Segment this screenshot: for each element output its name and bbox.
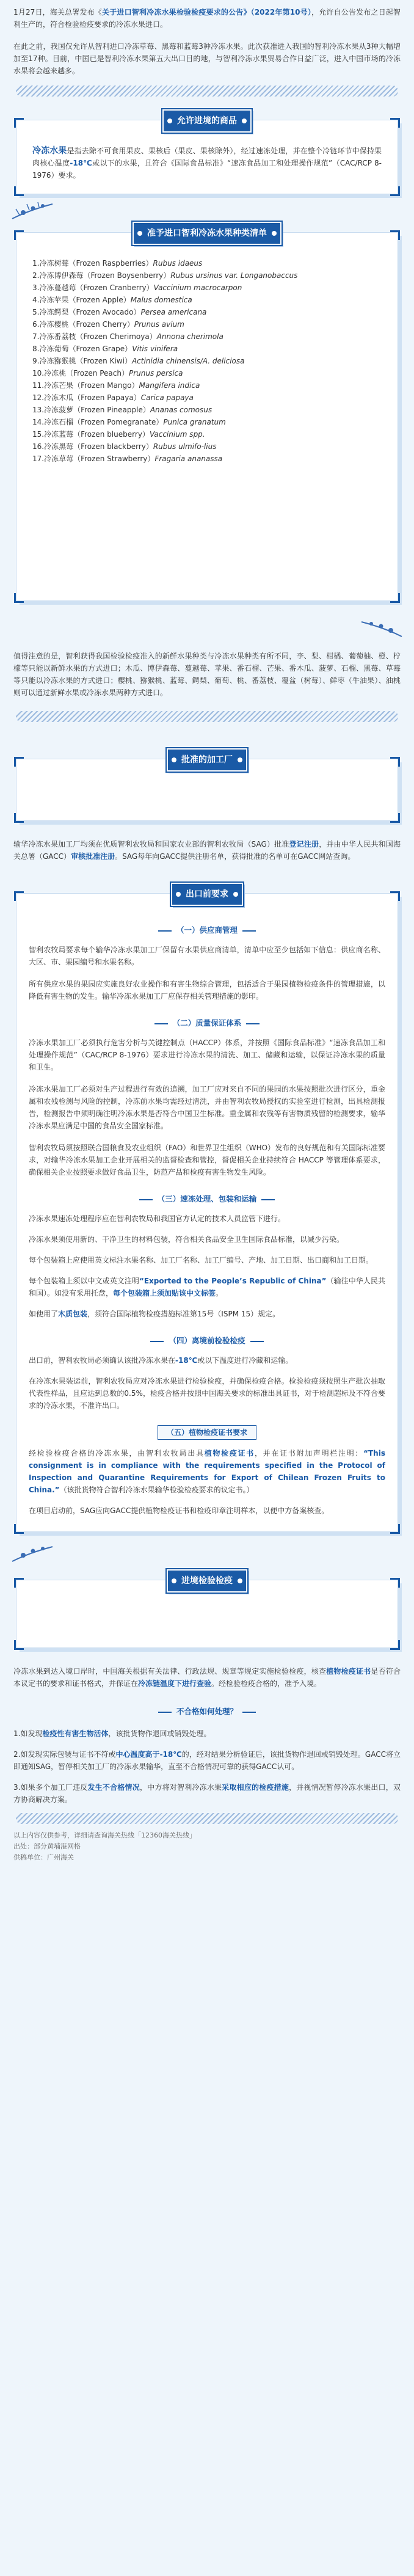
fruit-list-item (32, 318, 382, 330)
packaging-paragraph-4: 每个包装箱上须以中文或英文注明“Exported to the People’s Republic of China”（输往中华人民共和国）。如没有采用托盘，每个包装箱上须加贴该中文标签。 (29, 1277, 385, 1297)
subheading-pre-departure: （四）离境前检验检疫 (29, 1335, 385, 1348)
fruit-list-item (32, 416, 382, 428)
fruit-list-item (32, 379, 382, 392)
fruit-list-item (32, 355, 382, 367)
fruit-name: 2.冷冻博伊森莓（Frozen Boysenberry） (32, 271, 171, 280)
fruit-name: 5.冷冻鳄梨（Frozen Avocado） (32, 308, 141, 316)
fruit-list-item (32, 269, 382, 282)
fruit-list-item (32, 428, 382, 440)
fruit-list-item (32, 257, 382, 269)
packaging-paragraph-2: 冷冻水果须使用新的、干净卫生的材料包装，符合相关食品安全卫生国际食品标准，以减少污染。 (29, 1235, 344, 1244)
processing-plant-card (16, 755, 398, 821)
fruit-note-paragraph: 值得注意的是，智利获得我国检验检疫准入的新鲜水果种类与冷冻水果种类有所不同，李、梨、柑橘、葡萄柚、橙、柠檬等只能以新鲜水果的方式进口；木瓜、博伊森莓、蔓越莓、苹果、番石榴、芒果、番木瓜、菠萝、石榴、黑莓、草莓等只能以冷冻水果的方式进口；樱桃、猕猴桃、蓝莓、鳄梨、葡萄、桃、番荔枝、覆盆（树莓）、鲜枣（牛油果）、油桃则可以通过新鲜水果或冷冻水果两种方式进口。 (13, 652, 401, 697)
fruit-latin-name: Rubus ursinus var. Longanobaccus (170, 271, 298, 280)
intro-paragraph-1: 1月27日，海关总署发布《关于进口智利冷冻水果检验检疫要求的公告》（2022年第10号），允许自公告发布之日起智利生产的，符合检验检疫要求的冷冻水果进口。 (13, 8, 401, 29)
fruit-name: 11.冷冻芒果（Frozen Mango） (32, 381, 139, 390)
pre-departure-paragraph-2: 在冷冻水果装运前，智利农牧局应对冷冻水果进行检验检疫，并确保检疫合格。检验检疫须按照生产批次抽取代表性样品，且应达到总数的0.5%，检疫合格并按照中国海关要求的标准出具证书，对于检测超标及不符合要求的冷冻水果，不准许出口。 (29, 1377, 385, 1410)
subheading-packaging: （三）速冻处理、包装和运输 (29, 1193, 385, 1206)
subheading-certificate: （五）植物检疫证书要求 (29, 1425, 385, 1440)
article-footer (11, 1830, 403, 1863)
fruit-latin-name: Persea americana (140, 308, 207, 316)
packaging-paragraph-3: 每个包装箱上应使用英文标注水果名称、加工厂名称、加工厂编号、产地、加工日期、出口商和加工日期。 (29, 1256, 374, 1264)
fruit-name: 16.冷冻黑莓（Frozen blackberry） (32, 442, 153, 451)
fruit-name: 1.冷冻树莓（Frozen Raspberries） (32, 259, 153, 268)
fruit-list-card (16, 228, 398, 601)
fruit-latin-name: Rubus ulmifo-lius (153, 442, 217, 451)
fruit-latin-name: Fragaria ananassa (154, 454, 223, 463)
fruit-latin-name: Carica papaya (140, 393, 194, 402)
fruit-list-item (32, 294, 382, 306)
fruit-name: 9.冷冻猕猴桃（Frozen Kiwi） (32, 357, 132, 365)
fruit-latin-name: Prunus persica (128, 369, 183, 378)
fruit-name: 14.冷冻石榴（Frozen Pomegranate） (32, 418, 164, 426)
certificate-paragraph-2: 在项目启动前，SAG应向GACC提供植物检疫证书和检疫印章注明样本，以便中方备案核查。 (29, 1506, 329, 1515)
quality-paragraph-3: 智利农牧局须按照联合国粮食及农业组织（FAO）和世界卫生组织（WHO）发布的良好规范和有关国际标准要求，对输华冷冻水果加工企业开展相关的监督检查和管控，督促相关企业持续符合 HACCP 等管理体系要求，确保相关企业按照要求做好食品卫生，防范产品和检疫有害生物发生风险。 (29, 1144, 385, 1177)
packaging-paragraph-5: 如使用了木质包装，须符合国际植物检疫措施标准第15号（ISPM 15）规定。 (29, 1310, 280, 1318)
branch-decoration-icon (360, 618, 403, 639)
wave-divider (16, 711, 398, 722)
fruit-latin-name: Actinidia chinensis/A. deliciosa (131, 357, 245, 365)
fruit-list-item (32, 343, 382, 355)
allowed-goods-card (16, 116, 398, 194)
subheading-quality: （二）质量保证体系 (29, 1017, 385, 1031)
non-compliance-item-2: 2.如发现实际包装与证书不符或中心温度高于-18℃的，经对结果分析验证后，该批货物作退回或销毁处理。GACC将立即通知SAG，暂停相关加工厂的冷冻水果输华，直至不合格情况可靠的获得GACC认可。 (13, 1750, 401, 1771)
non-compliance-item-3: 3.如果多个加工厂违反发生不合格情况，中方将对智利冷冻水果采取相应的检疫措施，并视情况暂停冷冻水果出口，双方协商解决方案。 (13, 1783, 401, 1804)
fruit-list-item (32, 392, 382, 404)
fruit-latin-name: Ananas comosus (150, 406, 212, 414)
fruit-list-item (32, 367, 382, 379)
intro-paragraph-2: 在此之前，我国仅允许从智利进口冷冻草莓、黑莓和蓝莓3种冷冻水果。此次获准进入我国的智利冷冻水果从3种大幅增加至17种。目前，中国已是智利冷冻水果第五大出口目的地，与智利冷冻水果贸易合作日益广泛，进入中国市场的冷冻水果将会越来越多。 (13, 42, 401, 75)
fruit-latin-name: Vaccinium macrocarpon (153, 283, 242, 292)
footer-line-2: 出处：部分黄埔港网格 (13, 1842, 81, 1850)
fruit-name: 4.冷冻苹果（Frozen Apple） (32, 296, 131, 304)
intro-section (11, 0, 403, 77)
supplier-paragraph-1: 智利农牧局要求每个输华冷冻水果加工厂保留有水果供应商清单，清单中应至少包括如下信息：供应商名称、大区、市、果园编号和水果名称。 (29, 946, 385, 966)
fruit-name: 10.冷冻桃（Frozen Peach） (32, 369, 129, 378)
footer-line-1: 以上内容仅供参考，详细请查询海关热线「12360海关热线」 (13, 1831, 196, 1839)
supplier-paragraph-2: 所有供应水果的果园应实施良好农业操作和有害生物综合管理，包括适合于果园植物检疫条件的管理措施，以降低有害生物的发生。输华冷冻水果加工厂应保存相关管理措施的影印。 (29, 980, 385, 1001)
fruit-list-item (32, 282, 382, 294)
branch-decoration-icon (11, 1543, 54, 1564)
fruit-list-item (32, 404, 382, 416)
fruit-latin-name: Punica granatum (163, 418, 226, 426)
fruit-latin-name: Vitis vinifera (132, 345, 178, 353)
footer-line-3: 供稿单位：广州海关 (13, 1853, 74, 1861)
fruit-name: 8.冷冻葡萄（Frozen Grape） (32, 345, 133, 353)
fruit-name: 17.冷冻草莓（Frozen Strawberry） (32, 454, 155, 463)
fruit-name: 15.冷冻蓝莓（Frozen blueberry） (32, 430, 150, 439)
fruit-latin-name: Prunus avium (134, 320, 184, 329)
non-compliance-item-1: 1.如发现检疫性有害生物活体，该批货物作退回或销毁处理。 (13, 1729, 211, 1738)
section-title-export-requirements: 出口前要求 (171, 883, 243, 906)
fruit-latin-name: Vaccinium spp. (149, 430, 205, 439)
fruit-latin-name: Malus domestica (130, 296, 192, 304)
plant-paragraph: 输华冷冻水果加工厂均须在优质智利农牧局和国家农业部的智利农牧局（SAG）批准登记注册，并由中华人民共和国海关总署（GACC）审核批准注册。SAG每年向GACC提供注册名单，获得批准的名单可在GACC网站查询。 (13, 840, 401, 861)
fruit-name: 6.冷冻樱桃（Frozen Cherry） (32, 320, 134, 329)
fruit-name: 12.冷冻木瓜（Frozen Papaya） (32, 393, 141, 402)
fruit-latin-name: Rubus idaeus (153, 259, 203, 268)
fruit-list-item (32, 440, 382, 453)
section-title-allowed-goods: 允许进境的商品 (162, 109, 252, 133)
wave-divider (16, 1813, 398, 1824)
wave-divider (16, 86, 398, 97)
fruit-list-item (32, 330, 382, 343)
fruit-name: 3.冷冻蔓越莓（Frozen Cranberry） (32, 283, 154, 292)
fruit-list-item (32, 453, 382, 465)
export-requirements-card (16, 889, 398, 1532)
section-title-processing-plant: 批准的加工厂 (167, 748, 247, 772)
quality-paragraph-2: 冷冻水果加工厂必须对生产过程进行有效的追溯，加工厂应对来自不同的果园的水果按照批次进行区分，重金属和农残检测与风险的控制，冷冻前水果均需经过清洗，并由智利农牧局授权的实验室进行检测，出具检测报告，检测报告中须明确注明冷冻水果是否符合中国卫生标准。重金属和农残等有害物质残留的检测要求，输华冷冻水果应满足中国的食品安全国家标准。 (29, 1085, 385, 1130)
inspection-card (16, 1576, 398, 1648)
fruit-name: 7.冷冻番荔枝（Frozen Cherimoya） (32, 332, 157, 341)
fruit-list-item (32, 306, 382, 318)
section-title-fruit-list: 准予进口智利冷冻水果种类清单 (133, 222, 281, 245)
section-title-inspection: 进境检验检疫 (167, 1569, 247, 1593)
subheading-supplier: （一）供应商管理 (29, 924, 385, 938)
pre-departure-paragraph-1: 出口前，智利农牧局必须确认该批冷冻水果在-18℃或以下温度进行冷藏和运输。 (29, 1356, 293, 1365)
certificate-paragraph-1: 经检验检疫合格的冷冻水果，由智利农牧局出具植物检疫证书，并在证书附加声明栏注明：“This consignment is in compliance with the requirements specified in the Protocol of Inspection and Quarantine Requirements for Export of Chilean Frozen Fruits to China.”（该批货物符合智利冷冻水果输华检验检疫要求的议定书。） (29, 1449, 385, 1494)
fruit-latin-name: Mangifera indica (139, 381, 200, 390)
fruit-latin-name: Annona cherimola (156, 332, 223, 341)
branch-decoration-icon (11, 200, 54, 221)
quality-paragraph-1: 冷冻水果加工厂必须执行危害分析与关键控制点（HACCP）体系，并按照《国际食品标准》“速冻食品加工和处理操作规范”（CAC/RCP 8-1976）要求进行冷冻水果的清洗、加工、储藏和运输，以保证冷冻水果的质量和卫生。 (29, 1038, 385, 1071)
packaging-paragraph-1: 冷冻水果速冻处理程序应在智利农牧局和我国官方认定的技术人员监管下进行。 (29, 1214, 286, 1223)
subheading-non-compliance: 不合格如何处理？ (11, 1706, 403, 1719)
fruit-name: 13.冷冻菠萝（Frozen Pineapple） (32, 406, 150, 414)
allowed-goods-text: 冷冻水果是指去除不可食用果皮、果核后（果皮、果核除外），经过速冻处理，并在整个冷链环节中保持果肉核心温度-18℃或以下的水果，且符合《国际食品标准》“速冻食品加工和处理操作规范”（CAC/RCP 8-1976）要求。 (32, 146, 382, 180)
inspection-paragraph: 冷冻水果到达入境口岸时，中国海关根据有关法律、行政法规、规章等规定实施检验检疫，核查植物检疫证书是否符合本议定书的要求和证书格式，并保证在冷冻链温度下进行查验。经检验检疫合格的，准予入境。 (13, 1667, 401, 1688)
fruit-list (32, 254, 382, 469)
